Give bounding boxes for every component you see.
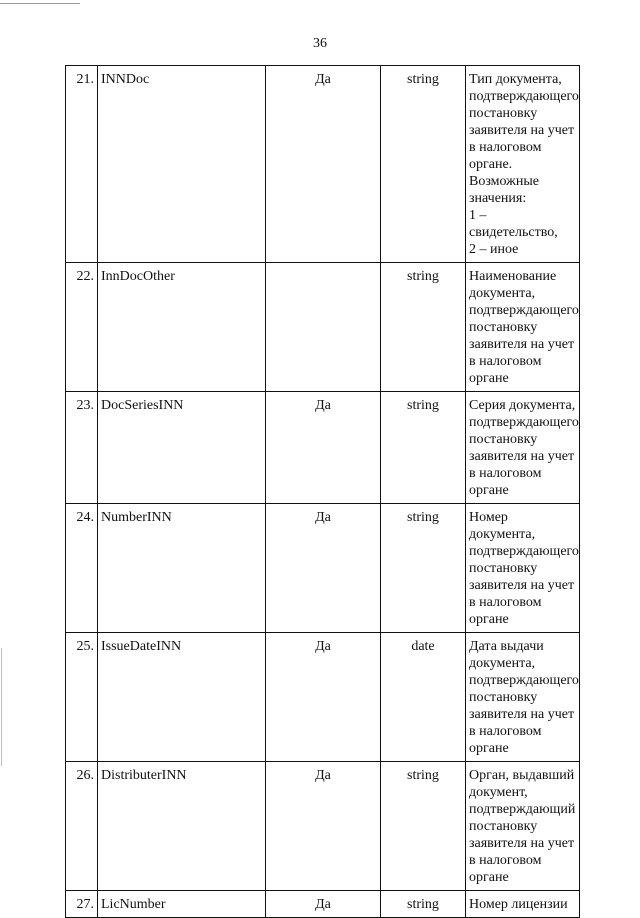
field-name: IssueDateINN — [98, 633, 266, 762]
field-name: INNDoc — [98, 66, 266, 263]
field-name: LicNumber — [98, 891, 266, 918]
required-flag: Да — [266, 633, 381, 762]
data-type: string — [381, 392, 466, 504]
required-flag: Да — [266, 504, 381, 633]
data-type: string — [381, 762, 466, 891]
top-rule — [0, 3, 80, 4]
required-flag: Да — [266, 66, 381, 263]
field-description: Номер документа, подтверждающего постановку заявителя на учет в налоговом органе — [466, 504, 580, 633]
required-flag: Да — [266, 891, 381, 918]
field-description: Орган, выдавший документ, подтверждающий постановку заявителя на учет в налоговом органе — [466, 762, 580, 891]
data-type: string — [381, 263, 466, 392]
field-name: DistributerINN — [98, 762, 266, 891]
scan-edge-line — [1, 648, 2, 766]
table-row — [66, 66, 580, 263]
field-description: Наименование документа, подтверждающего постановку заявителя на учет в налоговом органе — [466, 263, 580, 392]
field-name: NumberINN — [98, 504, 266, 633]
data-type: date — [381, 633, 466, 762]
table-row — [66, 263, 580, 392]
field-description: Серия документа, подтверждающего постановку заявителя на учет в налоговом органе — [466, 392, 580, 504]
field-name: InnDocOther — [98, 263, 266, 392]
page-number: 36 — [313, 36, 327, 51]
data-type: string — [381, 504, 466, 633]
row-number: 25. — [66, 633, 98, 762]
field-description: Номер лицензии — [466, 891, 580, 918]
table-row — [66, 633, 580, 762]
required-flag: Да — [266, 762, 381, 891]
row-number: 21. — [66, 66, 98, 263]
row-number: 26. — [66, 762, 98, 891]
row-number: 23. — [66, 392, 98, 504]
row-number: 27. — [66, 891, 98, 918]
field-description: Дата выдачи документа, подтверждающего постановку заявителя на учет в налоговом органе — [466, 633, 580, 762]
table-row — [66, 762, 580, 891]
table-row — [66, 504, 580, 633]
table-row — [66, 891, 580, 918]
row-number: 22. — [66, 263, 98, 392]
parameters-table — [65, 65, 580, 918]
field-description: Тип документа, подтверждающего постановку заявителя на учет в налоговом органе. Возможные значения: 1 – свидетельство, 2 – иное — [466, 66, 580, 263]
required-flag: Да — [266, 392, 381, 504]
data-type: string — [381, 66, 466, 263]
table-row — [66, 392, 580, 504]
required-flag — [266, 263, 381, 392]
data-type: string — [381, 891, 466, 918]
field-name: DocSeriesINN — [98, 392, 266, 504]
row-number: 24. — [66, 504, 98, 633]
